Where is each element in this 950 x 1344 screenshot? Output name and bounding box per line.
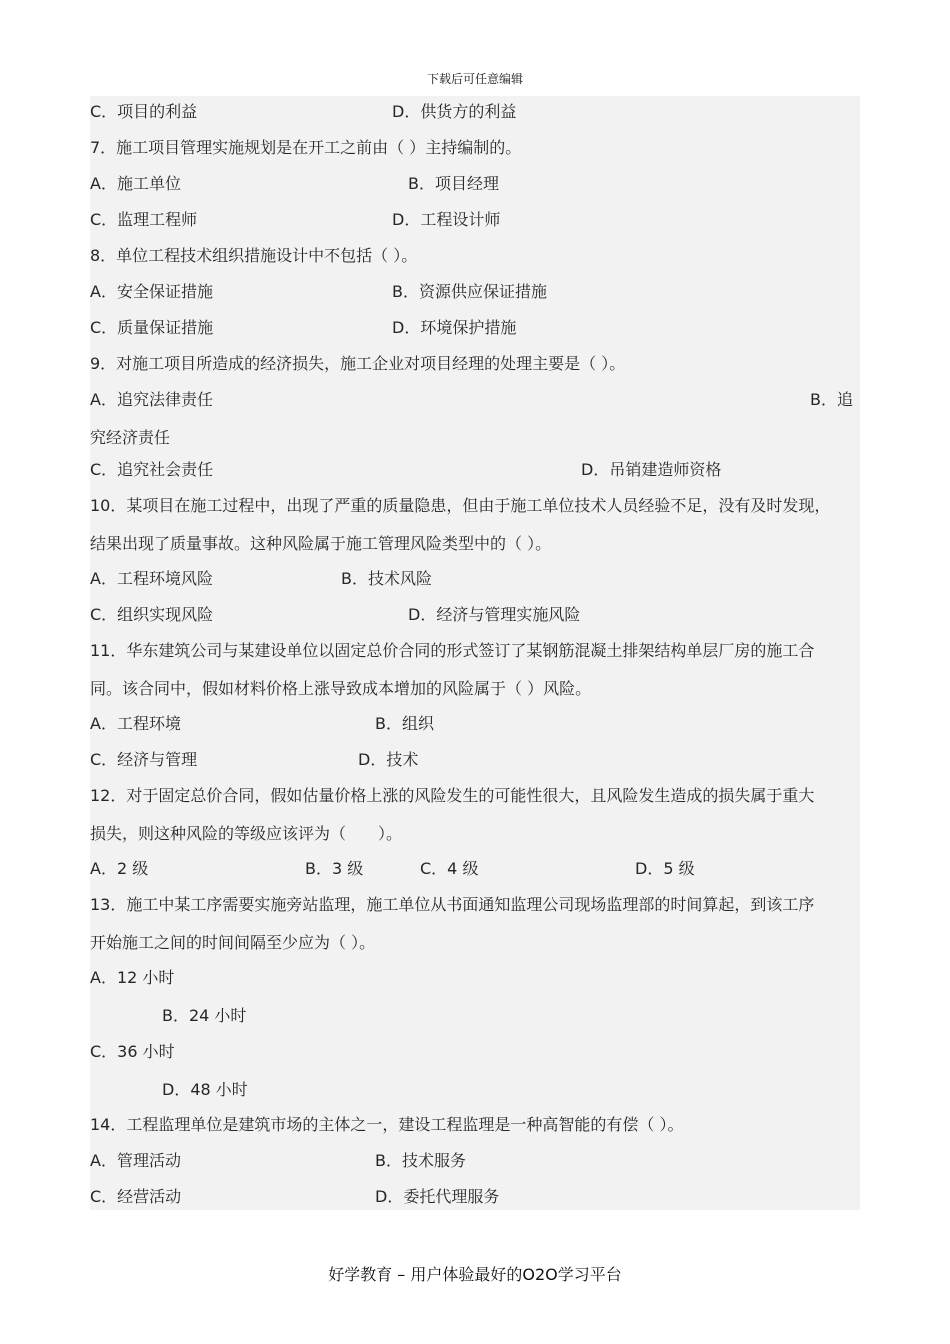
question-12-line-2: 损失，则这种风险的等级应该评为（ ）。 bbox=[90, 824, 403, 843]
option-b: B．技术风险 bbox=[341, 569, 432, 588]
option-b: B．资源供应保证措施 bbox=[392, 282, 547, 301]
question-7: 7．施工项目管理实施规划是在开工之前由（ ）主持编制的。 bbox=[90, 138, 522, 157]
option-d: D．吊销建造师资格 bbox=[581, 460, 722, 479]
page-header: 下载后可任意编辑 bbox=[426, 72, 523, 86]
question-13-line-1: 13．施工中某工序需要实施旁站监理，施工单位从书面通知监理公司现场监理部的时间算起，到该工序 bbox=[90, 895, 815, 914]
question-11-line-2: 同。该合同中，假如材料价格上涨导致成本增加的风险属于（ ）风险。 bbox=[90, 679, 592, 698]
option-d: D．供货方的利益 bbox=[392, 102, 517, 121]
question-9: 9．对施工项目所造成的经济损失，施工企业对项目经理的处理主要是（ ）。 bbox=[90, 354, 626, 373]
option-a: A．工程环境 bbox=[90, 714, 181, 733]
question-8: 8．单位工程技术组织措施设计中不包括（ ）。 bbox=[90, 246, 418, 265]
option-b: B．3 级 bbox=[305, 859, 364, 878]
option-c: C．4 级 bbox=[420, 859, 479, 878]
question-14: 14．工程监理单位是建筑市场的主体之一，建设工程监理是一种高智能的有偿（ ）。 bbox=[90, 1115, 684, 1134]
option-c: C．经济与管理 bbox=[90, 750, 198, 769]
question-11-line-1: 11．华东建筑公司与某建设单位以固定总价合同的形式签订了某钢筋混凝土排架结构单层厂房的施工合 bbox=[90, 641, 815, 660]
option-d: D．48 小时 bbox=[162, 1080, 248, 1099]
option-d: D．技术 bbox=[358, 750, 419, 769]
option-a: A．工程环境风险 bbox=[90, 569, 213, 588]
option-c: C．追究社会责任 bbox=[90, 460, 214, 479]
option-c: C．经营活动 bbox=[90, 1187, 182, 1206]
option-d: D．环境保护措施 bbox=[392, 318, 517, 337]
option-d: D．5 级 bbox=[635, 859, 695, 878]
option-c: C．组织实现风险 bbox=[90, 605, 214, 624]
option-c: C．监理工程师 bbox=[90, 210, 198, 229]
question-10-line-1: 10．某项目在施工过程中，出现了严重的质量隐患，但由于施工单位技术人员经验不足，没有及时发现， bbox=[90, 496, 831, 515]
option-c: C．质量保证措施 bbox=[90, 318, 214, 337]
option-b: B．24 小时 bbox=[162, 1006, 247, 1025]
option-b: B．组织 bbox=[375, 714, 434, 733]
option-d: D．工程设计师 bbox=[392, 210, 501, 229]
option-b-continued: 究经济责任 bbox=[90, 428, 171, 447]
option-a: A．追究法律责任 bbox=[90, 390, 213, 409]
question-12-line-1: 12．对于固定总价合同，假如估量价格上涨的风险发生的可能性很大，且风险发生造成的损失属于重大 bbox=[90, 786, 815, 805]
option-b: B．技术服务 bbox=[375, 1151, 466, 1170]
option-b: B．追 bbox=[810, 390, 853, 409]
document-body bbox=[90, 96, 860, 1210]
option-a: A．施工单位 bbox=[90, 174, 181, 193]
question-10-line-2: 结果出现了质量事故。这种风险属于施工管理风险类型中的（ ）。 bbox=[90, 534, 552, 553]
question-13-line-2: 开始施工之间的时间间隔至少应为（ ）。 bbox=[90, 933, 376, 952]
option-d: D．经济与管理实施风险 bbox=[408, 605, 581, 624]
option-a: A．2 级 bbox=[90, 859, 149, 878]
option-b: B．项目经理 bbox=[408, 174, 499, 193]
option-a: A．安全保证措施 bbox=[90, 282, 213, 301]
option-c: C．项目的利益 bbox=[90, 102, 198, 121]
option-a: A．管理活动 bbox=[90, 1151, 181, 1170]
option-c: C．36 小时 bbox=[90, 1042, 175, 1061]
option-d: D．委托代理服务 bbox=[375, 1187, 500, 1206]
page-footer: 好学教育 – 用户体验最好的O2O学习平台 bbox=[328, 1265, 622, 1284]
option-a: A．12 小时 bbox=[90, 968, 175, 987]
